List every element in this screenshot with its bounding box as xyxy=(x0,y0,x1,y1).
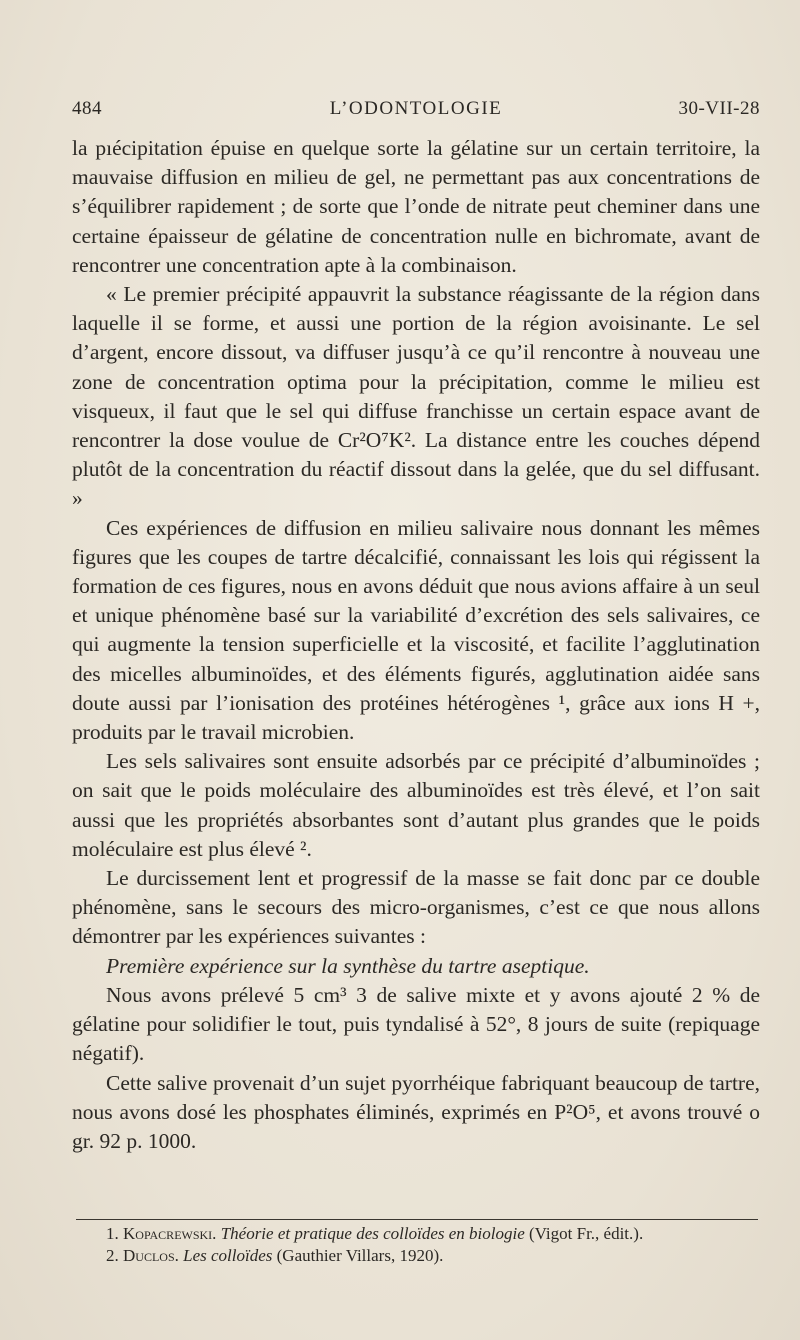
footnote-title: Les colloïdes xyxy=(183,1246,273,1265)
footnote-divider xyxy=(76,1219,758,1220)
running-header xyxy=(72,98,760,128)
footnote-title: Théorie et pratique des colloïdes en biologie xyxy=(220,1224,525,1243)
footnote-number: 2. xyxy=(106,1246,119,1265)
footnote-publisher: (Vigot Fr., édit.). xyxy=(529,1224,644,1243)
paragraph-2: « Le premier précipité appauvrit la substance réagissante de la région dans laquelle il se forme, et aussi une portion de la région avoisinante. Le sel d’argent, encore dissout, va diffuser jusqu’à ce qu’il rencontre à nouveau une zone de concentration optima pour la précipitation, comme le milieu est visqueux, il faut que le sel qui diffuse franchisse un certain espace avant de rencontrer la dose voulue de Cr²O⁷K². La distance entre les couches dépend plutôt de la concentration du réactif dissout dans la gelée, que du sel diffusant. » xyxy=(72,282,760,511)
footnote-2 xyxy=(72,1245,760,1267)
paragraph-5: Le durcissement lent et progressif de la masse se fait donc par ce double phénomène, sans le secours des micro-organismes, c’est ce que nous allons démontrer par les expériences suivantes : xyxy=(72,866,760,949)
paragraph-4: Les sels salivaires sont ensuite adsorbés par ce précipité d’albuminoïdes ; on sait que le poids moléculaire des albuminoïdes est très élevé, et l’on sait aussi que les propriétés absorbantes sont d’autant plus grandes que le poids moléculaire est plus élevé ². xyxy=(72,749,760,861)
body-text xyxy=(72,134,760,1156)
paragraph-1: la pıécipitation épuise en quelque sorte la gélatine sur un certain territoire, la mauvaise diffusion en milieu de gel, ne permettant pas aux concentrations de s’équilibrer rapidement ; de sorte que l’onde de nitrate peut cheminer dans une certaine épaisseur de gélatine de concentration nulle en bichromate, avant de rencontrer une concentration apte à la combinaison. xyxy=(72,136,760,277)
paragraph-7: Cette salive provenait d’un sujet pyorrhéique fabriquant beaucoup de tartre, nous avons dosé les phosphates éliminés, exprimés en P²O⁵, et avons trouvé o gr. 92 p. 1000. xyxy=(72,1070,760,1153)
page-number: 484 xyxy=(72,98,102,119)
issue-date: 30-VII-28 xyxy=(678,98,760,119)
footnote-author: Duclos. xyxy=(123,1246,179,1265)
section-title: Première expérience sur la synthèse du tartre aseptique. xyxy=(106,953,590,978)
footnote-publisher: (Gauthier Villars, 1920). xyxy=(276,1246,444,1265)
footnote-author: Kopacrewski. xyxy=(123,1224,217,1243)
journal-title: L’ODONTOLOGIE xyxy=(329,98,503,119)
footnotes xyxy=(72,1223,760,1267)
paragraph-6: Nous avons prélevé 5 cm³ 3 de salive mixte et y avons ajouté 2 % de gélatine pour solidifier le tout, puis tyndalisé à 52°, 8 jours de suite (repiquage négatif). xyxy=(72,982,760,1066)
footnote-number: 1. xyxy=(106,1224,119,1243)
footnote-1 xyxy=(72,1223,760,1245)
paragraph-3: Ces expériences de diffusion en milieu salivaire nous donnant les mêmes figures que les coupes de tartre décalcifié, connaissant les lois qui régissent la formation de ces figures, nous en avons déduit que nous avions affaire à un seul et unique phénomène basé sur la variabilité d’excrétion des sels salivaires, ce qui augmente la tension superficielle et la viscosité, et facilite l’agglutination des micelles albuminoïdes, et des éléments figurés, agglutination aidée sans doute aussi par l’ionisation des protéines hétérogènes ¹, grâce aux ions H +, produits par le travail microbien. xyxy=(72,515,760,745)
